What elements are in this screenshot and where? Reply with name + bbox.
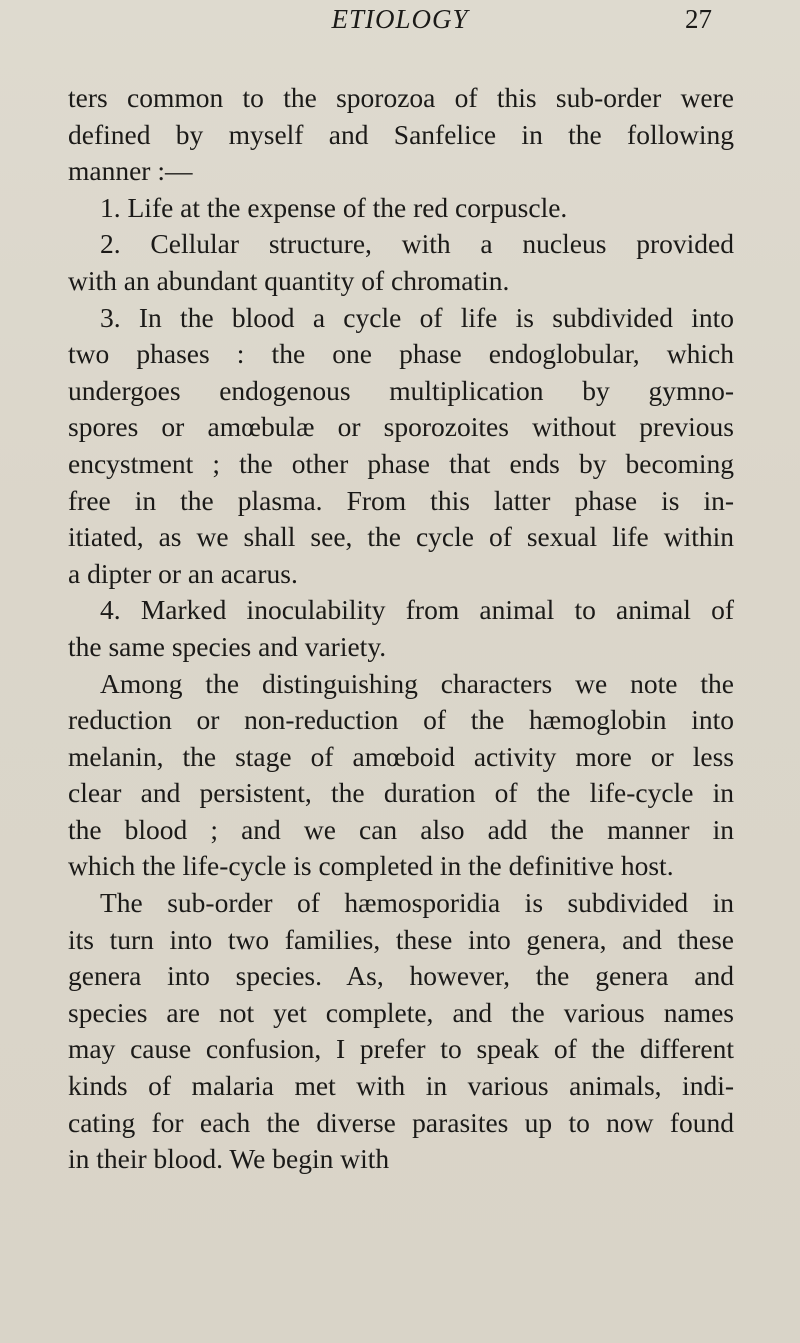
text-line: a dipter or an acarus. — [68, 557, 298, 589]
text-line: manner :— — [68, 155, 193, 187]
running-head-title: ETIOLOGY — [331, 4, 469, 34]
text-line: with an abundant quantity of chromatin. — [68, 264, 510, 296]
list-item-3: 3. In the blood a cycle of life is subdivided into — [100, 301, 734, 333]
list-item-1: 1. Life at the expense of the red corpuscle. — [100, 191, 568, 223]
text-line: clear and persistent, the duration of the life-cycle in — [68, 777, 734, 809]
paragraph-start: Among the distinguishing characters we note the — [100, 667, 734, 699]
list-item-2: 2. Cellular structure, with a nucleus provided — [100, 228, 734, 260]
text-line: genera into species. As, however, the genera and — [68, 960, 734, 992]
paragraph-start: The sub-order of hæmosporidia is subdivided in — [100, 887, 734, 919]
text-line: the blood ; and we can also add the manner in — [68, 813, 734, 845]
text-line: may cause confusion, I prefer to speak of the different — [68, 1033, 734, 1065]
text-line: cating for each the diverse parasites up to now found — [68, 1106, 734, 1138]
text-line: kinds of malaria met with in various animals, indi- — [68, 1070, 734, 1102]
text-line: species are not yet complete, and the various names — [68, 996, 734, 1028]
text-line: undergoes endogenous multiplication by gymno- — [68, 374, 734, 406]
text-line: reduction or non-reduction of the hæmoglobin into — [68, 704, 734, 736]
text-line: its turn into two families, these into genera, and these — [68, 923, 734, 955]
text-line: free in the plasma. From this latter phase is in- — [68, 484, 734, 516]
text-line: ters common to the sporozoa of this sub-order were — [68, 82, 734, 113]
text-line: which the life-cycle is completed in the definitive host. — [68, 850, 674, 882]
running-head — [0, 4, 800, 44]
text-line: two phases : the one phase endoglobular, which — [68, 338, 734, 370]
text-line: melanin, the stage of amœboid activity more or less — [68, 740, 734, 772]
text-line: spores or amœbulæ or sporozoites without previous — [68, 411, 734, 443]
body-text — [68, 80, 734, 1178]
text-line: itiated, as we shall see, the cycle of sexual life within — [68, 521, 734, 553]
text-line: in their blood. We begin with — [68, 1143, 390, 1175]
page-number: 27 — [685, 4, 712, 34]
text-line: encystment ; the other phase that ends by becoming — [68, 447, 734, 479]
text-line: defined by myself and Sanfelice in the following — [68, 118, 734, 150]
list-item-4: 4. Marked inoculability from animal to animal of — [100, 594, 734, 626]
text-line: the same species and variety. — [68, 630, 387, 662]
